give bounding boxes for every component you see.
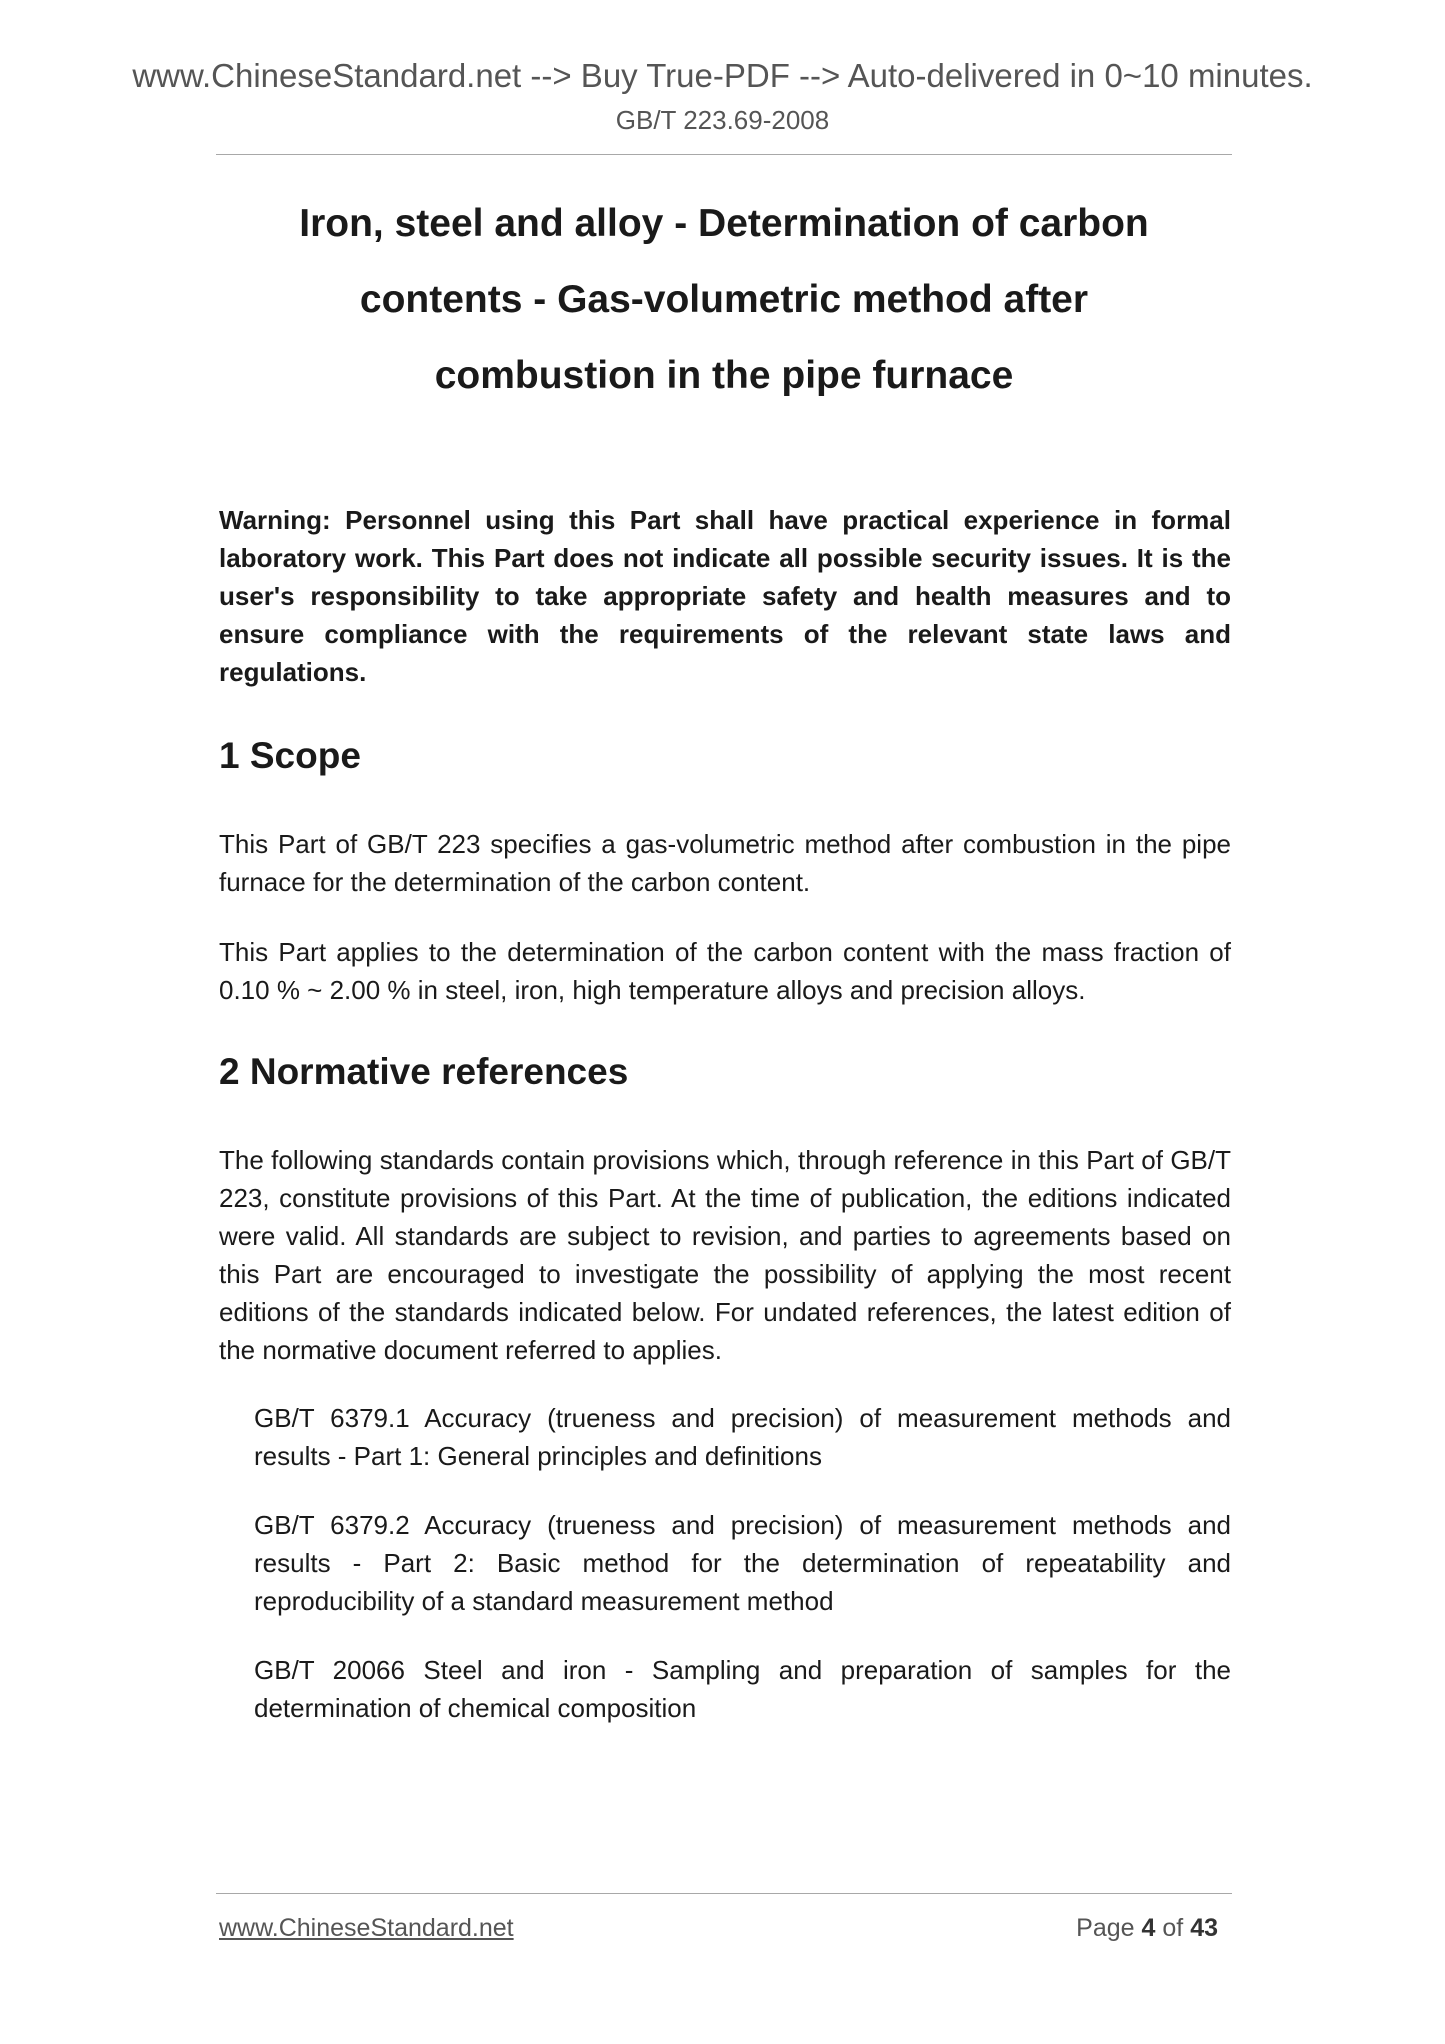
header-banner: www.ChineseStandard.net --> Buy True-PDF --> Auto-delivered in 0~10 minutes. <box>132 57 1313 94</box>
section-heading-normative-references: 2 Normative references <box>219 1051 629 1092</box>
page-word: Page <box>1076 1914 1135 1942</box>
title-line-3: combustion in the pipe furnace <box>434 354 1014 397</box>
footer-divider <box>216 1893 1232 1894</box>
footer-website-link[interactable]: www.ChineseStandard.net <box>219 1914 514 1942</box>
warning-paragraph: Warning: Personnel using this Part shall have practical experience in formal laboratory work. This Part does not indicate all possible security issues. It is the user's responsibility to take appropriate safety and health measures and to ensure compliance with the requirements of the relevant state laws and regulations. <box>219 505 1231 687</box>
reference-item: GB/T 6379.1 Accuracy (trueness and precision) of measurement methods and results - Part 1: General principles and definitions <box>254 1403 1231 1471</box>
title-line-1: Iron, steel and alloy - Determination of carbon <box>299 202 1149 245</box>
section-heading-scope: 1 Scope <box>219 735 361 776</box>
page-of-word: of <box>1162 1914 1184 1942</box>
references-intro-paragraph: The following standards contain provisions which, through reference in this Part of GB/T 223, constitute provisions of this Part. At the time of publication, the editions indicated were valid. All standards are subject to revision, and parties to agreements based on this Part are encouraged to investigate the possibility of applying the most recent editions of the standards indicated below. For undated references, the latest edition of the normative document referred to applies. <box>219 1145 1231 1365</box>
document-title <box>216 186 1232 414</box>
reference-item: GB/T 6379.2 Accuracy (trueness and precision) of measurement methods and results - Part 2: Basic method for the determination of repeatability and reproducibility of a standard measurement method <box>254 1510 1231 1616</box>
reference-item: GB/T 20066 Steel and iron - Sampling and preparation of samples for the determination of chemical composition <box>254 1655 1231 1723</box>
page-number <box>1000 1912 1218 1944</box>
title-line-2: contents - Gas-volumetric method after <box>359 278 1089 321</box>
scope-paragraph-1: This Part of GB/T 223 specifies a gas-volumetric method after combustion in the pipe furnace for the determination of the carbon content. <box>219 829 1231 897</box>
header-divider <box>216 154 1232 155</box>
scope-paragraph-2: This Part applies to the determination of the carbon content with the mass fraction of 0.10 % ~ 2.00 % in steel, iron, high temperature alloys and precision alloys. <box>219 937 1231 1005</box>
page-current: 4 <box>1141 1914 1156 1942</box>
page-total: 43 <box>1190 1914 1218 1942</box>
header-standard-id: GB/T 223.69-2008 <box>615 105 830 135</box>
